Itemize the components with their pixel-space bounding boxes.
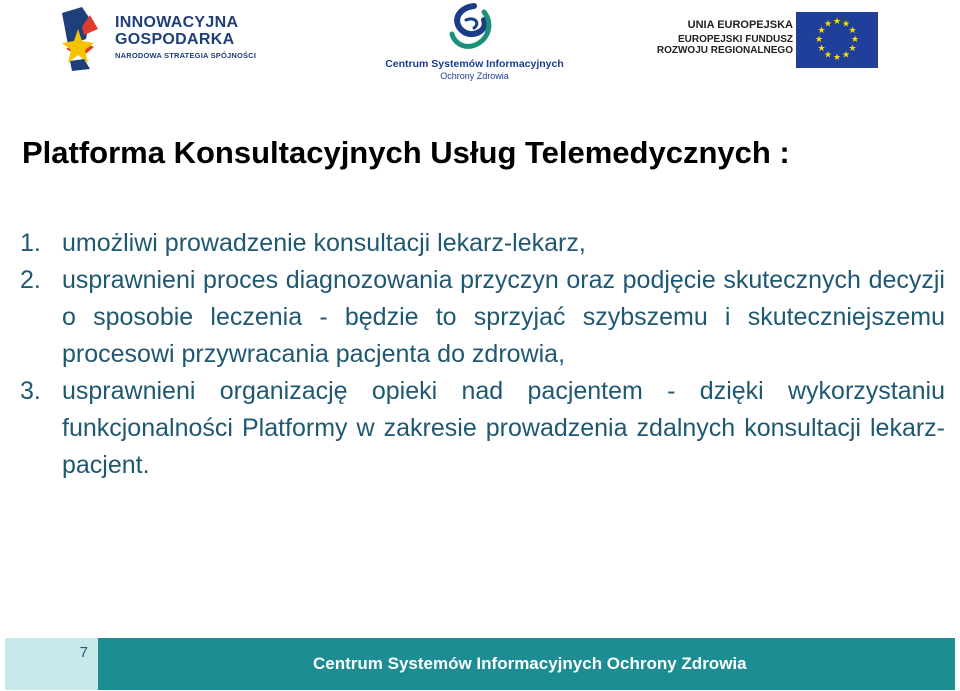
csioz-logo	[372, 2, 577, 82]
slide-title: Platforma Konsultacyjnych Usług Telemedycznych :	[22, 135, 790, 170]
ig-line3: NARODOWA STRATEGIA SPÓJNOŚCI	[115, 51, 257, 60]
ig-line2: GOSPODARKA	[115, 31, 235, 48]
innowacyjna-gospodarka-logo	[60, 5, 270, 75]
svg-text:★: ★	[848, 44, 857, 54]
svg-text:★: ★	[814, 35, 824, 45]
footer-label: Centrum Systemów Informacyjnych Ochrony Zdrowia	[313, 654, 747, 673]
eu-logo	[648, 12, 888, 72]
svg-text:★: ★	[841, 19, 851, 30]
svg-text:★: ★	[832, 53, 842, 63]
eu-flag-icon	[796, 12, 878, 68]
svg-text:★: ★	[841, 50, 851, 61]
svg-text:★: ★	[817, 26, 826, 36]
list-item	[20, 373, 945, 484]
eu-line1: UNIA EUROPEJSKA	[687, 19, 793, 31]
csioz-name: Centrum Systemów Informacyjnych	[385, 58, 564, 70]
list-item-text: usprawnieni organizację opieki nad pacjentem - dzięki wykorzystaniu funkcjonalności Platformy w zakresie prowadzenia zdalnych konsultacji lekarz-pacjent.	[62, 377, 945, 479]
list-item-number: 1.	[20, 229, 41, 257]
svg-text:★: ★	[817, 44, 826, 54]
ig-star-icon	[60, 5, 110, 71]
list-item-text: usprawnieni proces diagnozowania przyczyn oraz podjęcie skutecznych decyzji o sposobie leczenia - będzie to sprzyjać szybszemu i skuteczniejszemu procesowi przywracania pacjenta do zdrowia,	[62, 266, 945, 368]
list-item-text: umożliwi prowadzenie konsultacji lekarz-lekarz,	[62, 229, 586, 257]
list-item	[20, 262, 945, 373]
csioz-subtitle: Ochrony Zdrowia	[440, 71, 509, 81]
ig-line1: INNOWACYJNA	[115, 14, 239, 31]
svg-text:★: ★	[823, 19, 833, 30]
svg-text:★: ★	[848, 26, 857, 36]
feature-list	[20, 225, 945, 484]
list-item-number: 2.	[20, 266, 41, 294]
footer-page-number-box	[5, 638, 98, 690]
csioz-swirl-icon	[444, 2, 504, 56]
eu-line3: ROZWOJU REGIONALNEGO	[656, 45, 793, 57]
page-number: 7	[79, 644, 88, 661]
eu-line2: EUROPEJSKI FUNDUSZ	[677, 33, 793, 45]
list-item-number: 3.	[20, 377, 41, 405]
svg-text:★: ★	[823, 50, 833, 61]
svg-text:★: ★	[832, 17, 842, 27]
svg-text:★: ★	[850, 35, 860, 45]
list-item	[20, 225, 945, 262]
footer-bar	[98, 638, 955, 690]
